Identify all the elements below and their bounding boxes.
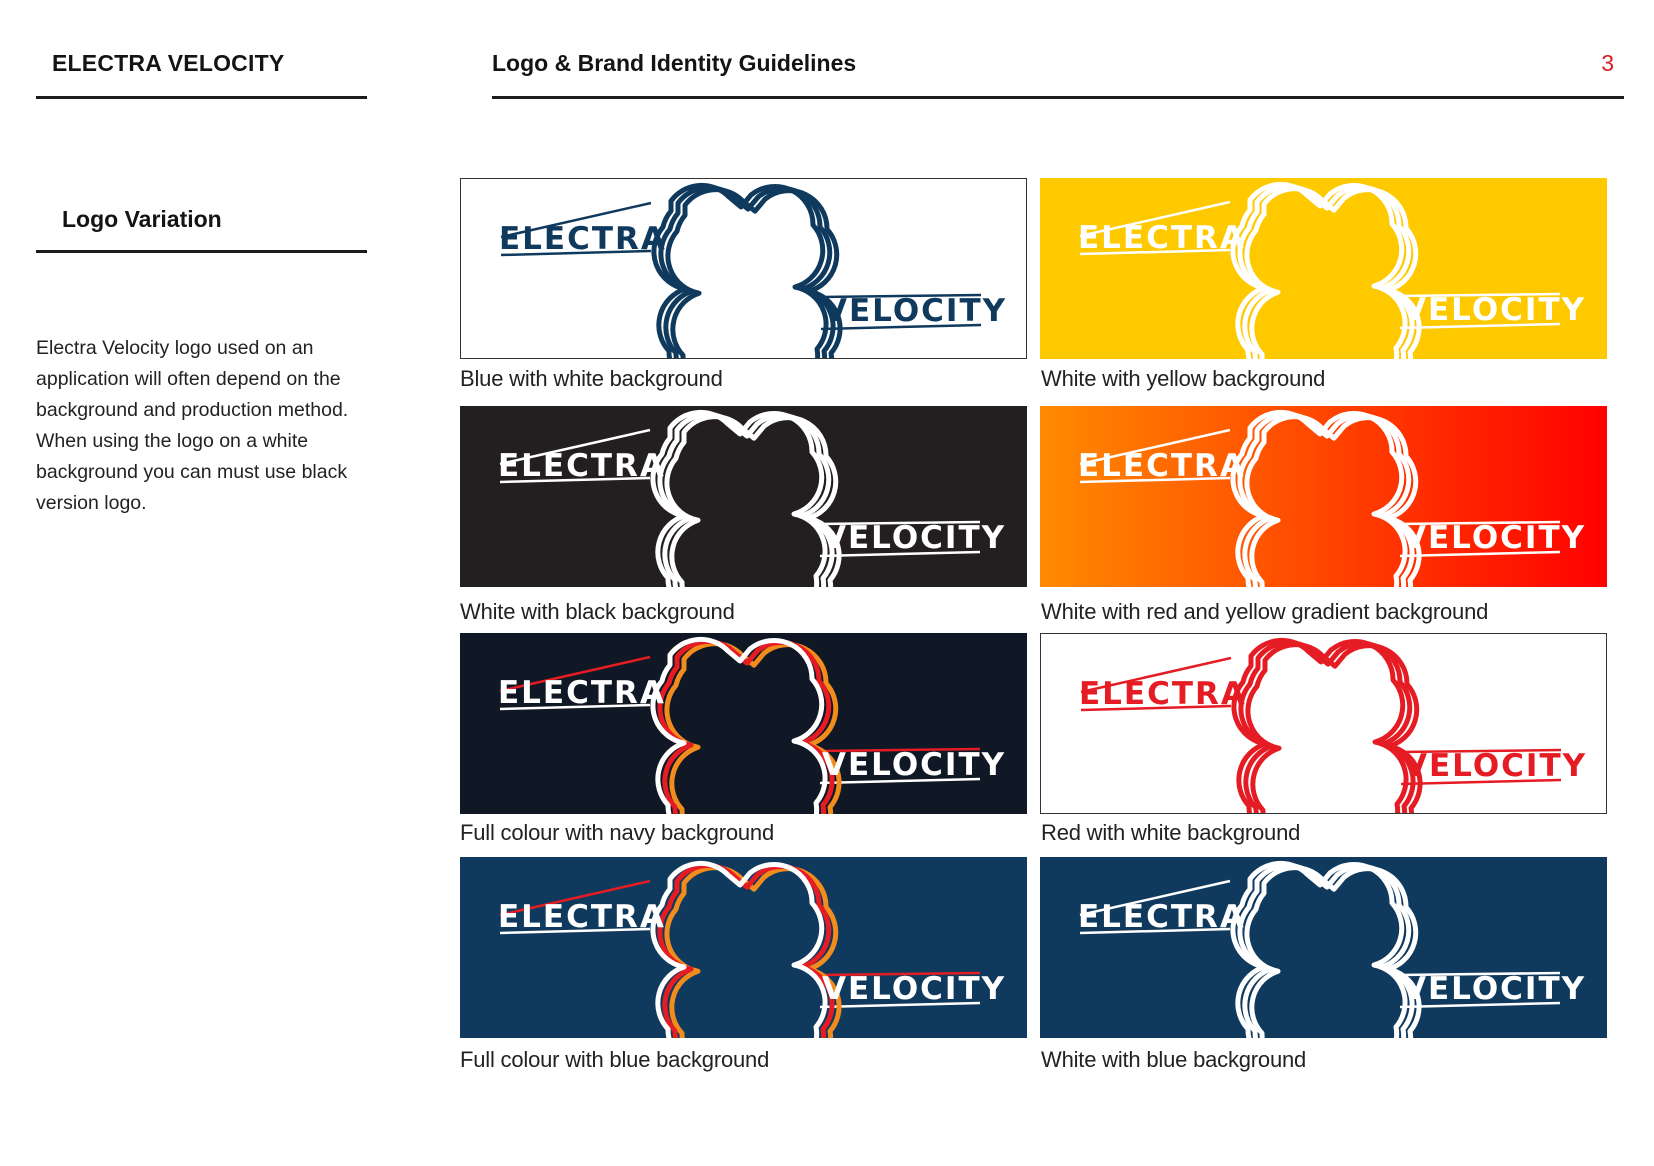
logo-word-electra: ELECTRA [498,448,666,484]
variation-caption: Red with white background [1041,820,1301,845]
logo-word-velocity: VELOCITY [1402,292,1587,328]
variation-caption: White with blue background [1041,1047,1307,1072]
section-description: Electra Velocity logo used on an application will often depend on the background and production method. When using the logo on a white background you can must use black version logo. [36,337,349,514]
variation-caption: Full colour with navy background [460,820,774,845]
logo-word-velocity: VELOCITY [1403,748,1588,784]
logo-word-electra: ELECTRA [498,675,666,711]
section-title: Logo Variation [62,206,222,232]
logo-word-electra: ELECTRA [499,221,667,257]
logo-variation-tile [460,178,1027,359]
brand-name: ELECTRA VELOCITY [52,50,285,76]
logo-word-velocity: VELOCITY [823,293,1008,329]
logo-artwork [461,179,1027,359]
logo-word-electra: ELECTRA [1079,676,1247,712]
brand-underline [36,96,367,99]
logo-artwork [460,857,1027,1038]
logo-artwork [1040,178,1607,359]
title-underline [492,96,1624,99]
logo-word-electra: ELECTRA [1078,899,1246,935]
logo-word-velocity: VELOCITY [822,747,1007,783]
logo-variation-tile [460,857,1027,1038]
document-title: Logo & Brand Identity Guidelines [492,50,857,76]
logo-variation-tile [1040,857,1607,1038]
variation-caption: White with red and yellow gradient background [1041,599,1489,624]
logo-word-velocity: VELOCITY [822,520,1007,556]
logo-artwork [460,633,1027,814]
variation-caption: White with yellow background [1041,366,1326,391]
logo-word-velocity: VELOCITY [1402,520,1587,556]
logo-artwork [1041,634,1607,814]
section-underline [36,250,367,253]
page-number: 3 [1601,50,1614,76]
logo-word-electra: ELECTRA [1078,220,1246,256]
logo-variation-tile [460,406,1027,587]
logo-variation-tile [1040,178,1607,359]
logo-variation-tile [460,633,1027,814]
variation-caption: Blue with white background [460,366,723,391]
logo-artwork [1040,857,1607,1038]
logo-artwork [1040,406,1607,587]
logo-variation-tile [1040,406,1607,587]
logo-artwork [460,406,1027,587]
logo-word-velocity: VELOCITY [822,971,1007,1007]
logo-word-electra: ELECTRA [1078,448,1246,484]
logo-word-velocity: VELOCITY [1402,971,1587,1007]
logo-word-electra: ELECTRA [498,899,666,935]
logo-variation-tile [1040,633,1607,814]
variation-caption: White with black background [460,599,735,624]
variation-caption: Full colour with blue background [460,1047,770,1072]
